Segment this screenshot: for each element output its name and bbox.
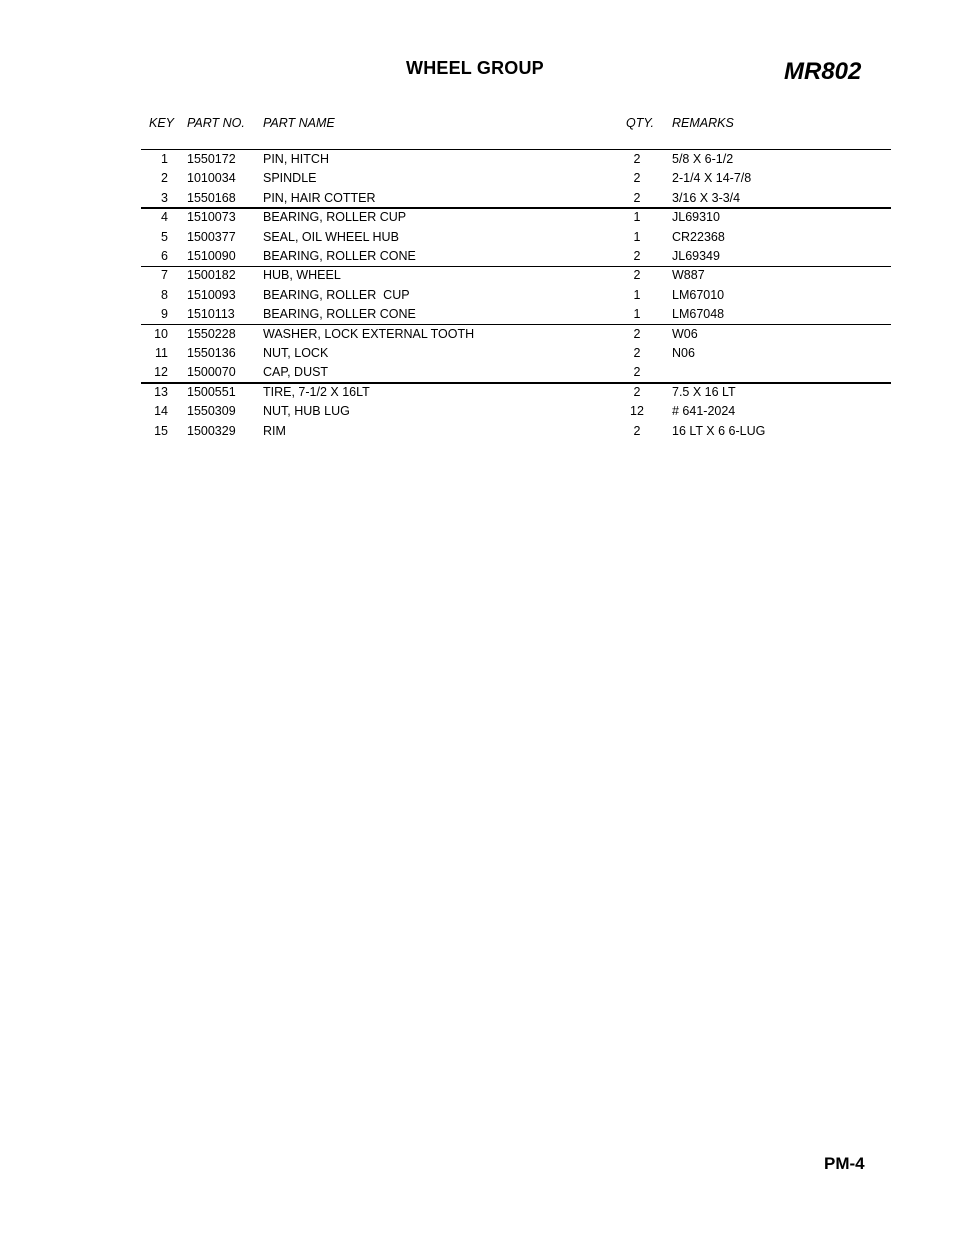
column-header-remarks: REMARKS [672,116,734,130]
part-name: BEARING, ROLLER CUP [263,210,407,225]
part-key: 2 [161,171,168,186]
part-key: 15 [154,423,168,438]
part-number: 1500551 [187,384,236,399]
part-name: HUB, WHEEL [263,268,341,283]
part-name: BEARING, ROLLER CUP [263,287,410,302]
part-number: 1550168 [187,190,236,205]
part-key: 5 [161,229,168,244]
part-qty: 2 [633,190,641,205]
part-name: CAP, DUST [263,365,329,380]
column-header-part-name: PART NAME [263,116,335,130]
table-row [0,169,954,188]
table-row [0,363,954,382]
table-row [0,228,954,247]
part-qty: 2 [633,326,641,341]
table-row [0,208,954,227]
part-key: 9 [161,307,168,322]
part-qty: 2 [633,365,641,380]
part-name: TIRE, 7-1/2 X 16LT [263,384,370,399]
part-name: PIN, HITCH [263,152,329,166]
part-remarks: W06 [672,326,698,341]
part-qty: 2 [633,249,641,263]
part-qty: 2 [633,346,641,360]
part-remarks: 7.5 X 16 LT [672,384,736,399]
part-number: 1550172 [187,152,236,166]
part-number: 1500182 [187,268,236,283]
table-row [0,286,954,305]
part-number: 1550136 [187,346,236,360]
table-row [0,150,954,169]
part-qty: 1 [633,287,641,302]
part-name: WASHER, LOCK EXTERNAL TOOTH [263,326,475,341]
part-name: PIN, HAIR COTTER [263,190,376,205]
part-key: 4 [161,210,168,225]
part-key: 8 [161,287,168,302]
part-remarks: # 641-2024 [672,404,736,419]
table-row [0,344,954,363]
column-header-qty: QTY. [626,116,655,130]
part-key: 10 [154,326,168,341]
part-remarks: W887 [672,268,705,283]
part-name: SEAL, OIL WHEEL HUB [263,229,399,244]
part-qty: 2 [633,423,641,438]
table-row [0,383,954,402]
part-number: 1550309 [187,404,236,419]
part-qty: 2 [633,171,641,186]
table-row [0,247,954,266]
part-key: 12 [154,365,168,380]
table-row [0,189,954,208]
part-qty: 1 [633,307,641,322]
part-qty: 2 [633,152,641,166]
part-number: 1510073 [187,210,236,225]
part-remarks: 5/8 X 6-1/2 [672,152,734,166]
part-number: 1500329 [187,423,236,438]
part-remarks: CR22368 [672,229,725,244]
table-row [0,266,954,285]
part-remarks: JL69310 [672,210,720,225]
part-key: 1 [161,152,168,166]
part-remarks: N06 [672,346,695,360]
part-number: 1550228 [187,326,236,341]
part-key: 7 [161,268,168,283]
part-number: 1510090 [187,249,236,263]
part-qty: 12 [630,404,644,419]
part-remarks: JL69349 [672,249,720,263]
part-name: BEARING, ROLLER CONE [263,249,416,263]
table-row [0,325,954,344]
part-qty: 1 [633,229,641,244]
part-number: 1500070 [187,365,236,380]
part-name: RIM [263,423,286,438]
part-name: SPINDLE [263,171,317,186]
column-header-part-no: PART NO. [187,116,245,130]
part-key: 13 [154,384,168,399]
part-key: 6 [161,249,168,263]
part-remarks: 16 LT X 6 6-LUG [672,423,766,438]
part-number: 1510093 [187,287,236,302]
part-name: NUT, LOCK [263,346,329,360]
part-key: 11 [155,346,168,360]
part-key: 14 [154,404,168,419]
part-key: 3 [161,190,168,205]
model-number: MR802 [784,58,862,85]
part-name: NUT, HUB LUG [263,404,350,419]
table-row [0,422,954,441]
part-number: 1500377 [187,229,236,244]
part-number: 1010034 [187,171,236,186]
part-remarks: 2-1/4 X 14-7/8 [672,171,752,186]
part-number: 1510113 [187,307,235,322]
part-name: BEARING, ROLLER CONE [263,307,416,322]
table-row [0,402,954,421]
part-remarks: LM67048 [672,307,725,322]
part-qty: 2 [633,268,641,283]
column-header-key: KEY [149,116,175,130]
table-row [0,305,954,324]
part-qty: 2 [633,384,641,399]
page-number: PM-4 [824,1154,865,1173]
part-remarks: LM67010 [672,287,725,302]
page-title: WHEEL GROUP [406,58,544,78]
part-qty: 1 [633,210,641,225]
part-remarks: 3/16 X 3-3/4 [672,190,741,205]
